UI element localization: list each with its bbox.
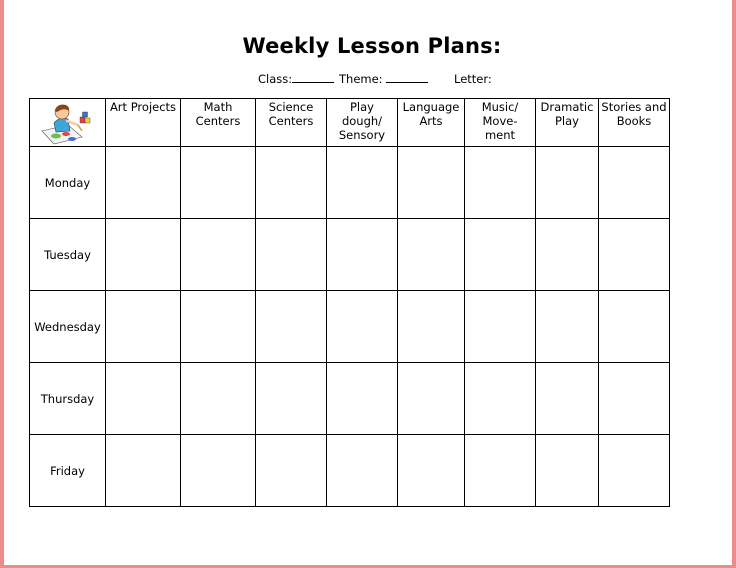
col-label-line: Music/: [481, 100, 519, 114]
plan-cell-music[interactable]: [465, 219, 536, 291]
col-label-line: Stories and: [601, 100, 667, 114]
col-label-line: Dramatic: [540, 100, 594, 114]
plan-cell-language[interactable]: [398, 147, 465, 219]
plan-cell-music[interactable]: [465, 291, 536, 363]
col-label-line: Art Projects: [109, 100, 177, 114]
day-label: Monday: [30, 147, 106, 219]
table-row: [30, 291, 670, 363]
plan-cell-stories[interactable]: [599, 363, 670, 435]
column-header-music: [465, 99, 536, 147]
column-header-math: [181, 99, 256, 147]
plan-cell-play[interactable]: [327, 147, 398, 219]
col-label-line: Play: [350, 100, 374, 114]
plan-cell-art[interactable]: [106, 219, 181, 291]
col-label-line: Centers: [195, 114, 241, 128]
col-label-line: Centers: [268, 114, 314, 128]
plan-cell-math[interactable]: [181, 435, 256, 507]
plan-cell-play[interactable]: [327, 435, 398, 507]
plan-cell-dramatic[interactable]: [536, 219, 599, 291]
plan-cell-stories[interactable]: [599, 291, 670, 363]
plan-cell-science[interactable]: [256, 291, 327, 363]
class-blank[interactable]: [292, 72, 334, 83]
plan-cell-science[interactable]: [256, 219, 327, 291]
col-label-line: dough/: [341, 114, 383, 128]
plan-cell-stories[interactable]: [599, 219, 670, 291]
table-row: [30, 435, 670, 507]
plan-cell-art[interactable]: [106, 291, 181, 363]
col-label-line: Science: [268, 100, 314, 114]
plan-cell-dramatic[interactable]: [536, 147, 599, 219]
theme-field[interactable]: [339, 72, 428, 86]
plan-cell-art[interactable]: [106, 435, 181, 507]
plan-cell-math[interactable]: [181, 147, 256, 219]
plan-cell-music[interactable]: [465, 435, 536, 507]
table-row: [30, 219, 670, 291]
column-header-dramatic: [536, 99, 599, 147]
plan-cell-science[interactable]: [256, 435, 327, 507]
table-row: [30, 363, 670, 435]
header-row: [30, 99, 670, 147]
col-label-line: Sensory: [338, 128, 386, 142]
col-label-line: Arts: [419, 114, 443, 128]
theme-blank[interactable]: [386, 72, 428, 83]
class-label: Class:: [258, 72, 293, 86]
page-title: Weekly Lesson Plans:: [242, 34, 502, 58]
plan-cell-art[interactable]: [106, 363, 181, 435]
column-header-language: [398, 99, 465, 147]
letter-field[interactable]: [454, 72, 492, 86]
col-label-line: Books: [616, 114, 652, 128]
plan-cell-language[interactable]: [398, 363, 465, 435]
plan-cell-math[interactable]: [181, 219, 256, 291]
class-field[interactable]: [258, 72, 334, 86]
col-label-line: Math: [203, 100, 233, 114]
day-label: Friday: [30, 435, 106, 507]
theme-label: Theme:: [339, 72, 383, 86]
column-header-stories: [599, 99, 670, 147]
plan-cell-play[interactable]: [327, 291, 398, 363]
plan-cell-science[interactable]: [256, 147, 327, 219]
plan-cell-stories[interactable]: [599, 147, 670, 219]
child-painting-icon: [38, 101, 94, 145]
plan-cell-art[interactable]: [106, 147, 181, 219]
col-label-line: ment: [484, 128, 516, 142]
plan-cell-language[interactable]: [398, 291, 465, 363]
plan-cell-stories[interactable]: [599, 435, 670, 507]
col-label-line: Language: [402, 100, 460, 114]
lesson-plan-table: [29, 98, 670, 507]
column-header-science: [256, 99, 327, 147]
plan-cell-language[interactable]: [398, 435, 465, 507]
plan-cell-play[interactable]: [327, 219, 398, 291]
plan-cell-math[interactable]: [181, 363, 256, 435]
day-rows: [30, 147, 670, 507]
plan-cell-math[interactable]: [181, 291, 256, 363]
plan-cell-dramatic[interactable]: [536, 435, 599, 507]
plan-cell-science[interactable]: [256, 363, 327, 435]
plan-cell-music[interactable]: [465, 363, 536, 435]
day-label: Thursday: [30, 363, 106, 435]
day-label: Wednesday: [30, 291, 106, 363]
plan-cell-dramatic[interactable]: [536, 363, 599, 435]
letter-label: Letter:: [454, 72, 492, 86]
table-row: [30, 147, 670, 219]
plan-cell-music[interactable]: [465, 147, 536, 219]
col-label-line: Play: [555, 114, 579, 128]
column-header-art: [106, 99, 181, 147]
column-header-play: [327, 99, 398, 147]
plan-cell-play[interactable]: [327, 363, 398, 435]
header-icon-cell: [30, 99, 106, 147]
plan-cell-dramatic[interactable]: [536, 291, 599, 363]
day-label: Tuesday: [30, 219, 106, 291]
col-label-line: Move-: [482, 114, 518, 128]
plan-cell-language[interactable]: [398, 219, 465, 291]
